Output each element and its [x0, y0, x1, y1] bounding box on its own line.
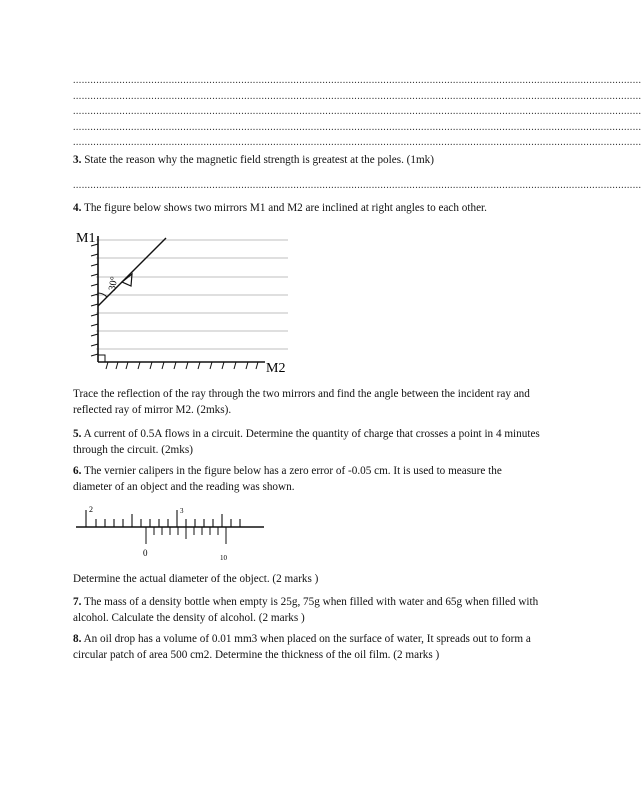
question-3 [73, 153, 543, 169]
question-number: 6. [73, 465, 82, 477]
vernier-label-10: 10 [220, 554, 227, 562]
vernier-caliper-figure [74, 502, 274, 564]
answer-line: .................................................................................................................................................................................................... [73, 106, 641, 117]
ruled-lines [96, 240, 288, 349]
answer-line: .................................................................................................................................................................................................... [73, 122, 641, 133]
question-6 [73, 464, 543, 495]
question-text: The vernier calipers in the figure below has a zero error of -0.05 cm. It is used to measure the diameter of an object and the reading was shown. [73, 465, 502, 493]
question-number: 7. [73, 596, 82, 608]
answer-line: .................................................................................................................................................................................................... [73, 180, 641, 191]
mirror-m2-label: M2 [266, 361, 286, 376]
mirror-m1-label: M1 [76, 231, 96, 246]
question-text: The mass of a density bottle when empty is 25g, 75g when filled with water and 65g when filled with alcohol. Calculate the density of alcohol. (2 marks ) [73, 596, 539, 624]
question-text: A current of 0.5A flows in a circuit. Determine the quantity of charge that crosses a point in 4 minutes through the circuit. (2mks) [73, 428, 540, 456]
question-6-instruction: Determine the actual diameter of the object. (2 marks ) [73, 573, 319, 585]
mirror-m2-hatching [106, 362, 258, 369]
angle-label: 30° [106, 275, 121, 292]
vernier-label-0: 0 [143, 548, 148, 558]
question-7 [73, 595, 543, 626]
question-number: 3. [73, 154, 82, 166]
main-scale-label-2: 2 [89, 505, 93, 514]
question-5 [73, 427, 543, 458]
answer-line: .................................................................................................................................................................................................... [73, 137, 641, 148]
question-number: 5. [73, 428, 82, 440]
question-number: 4. [73, 202, 82, 214]
mirrors-figure [60, 222, 300, 390]
main-scale-label-3: 3 [180, 507, 184, 515]
question-text: The figure below shows two mirrors M1 and M2 are inclined at right angles to each other. [81, 202, 487, 214]
incident-ray [98, 238, 166, 306]
question-number: 8. [73, 633, 82, 645]
right-angle-mark [98, 355, 105, 362]
mirror-m1-hatching [91, 244, 98, 356]
answer-line: .................................................................................................................................................................................................... [73, 91, 641, 102]
question-4-instruction: Trace the reflection of the ray through the two mirrors and find the angle between the incident ray and reflected ray of mirror M2. (2mks). [73, 388, 530, 416]
answer-line: .................................................................................................................................................................................................... [73, 75, 641, 86]
question-4 [73, 201, 543, 217]
question-text: State the reason why the magnetic field strength is greatest at the poles. (1mk) [81, 154, 435, 166]
main-scale-ticks [86, 510, 240, 527]
question-text: An oil drop has a volume of 0.01 mm3 when placed on the surface of water, It spreads out to form a circular patch of area 500 cm2. Determine the thickness of the oil film. (2 marks ) [73, 633, 531, 661]
vernier-scale-ticks [146, 527, 226, 544]
question-8 [73, 632, 543, 663]
